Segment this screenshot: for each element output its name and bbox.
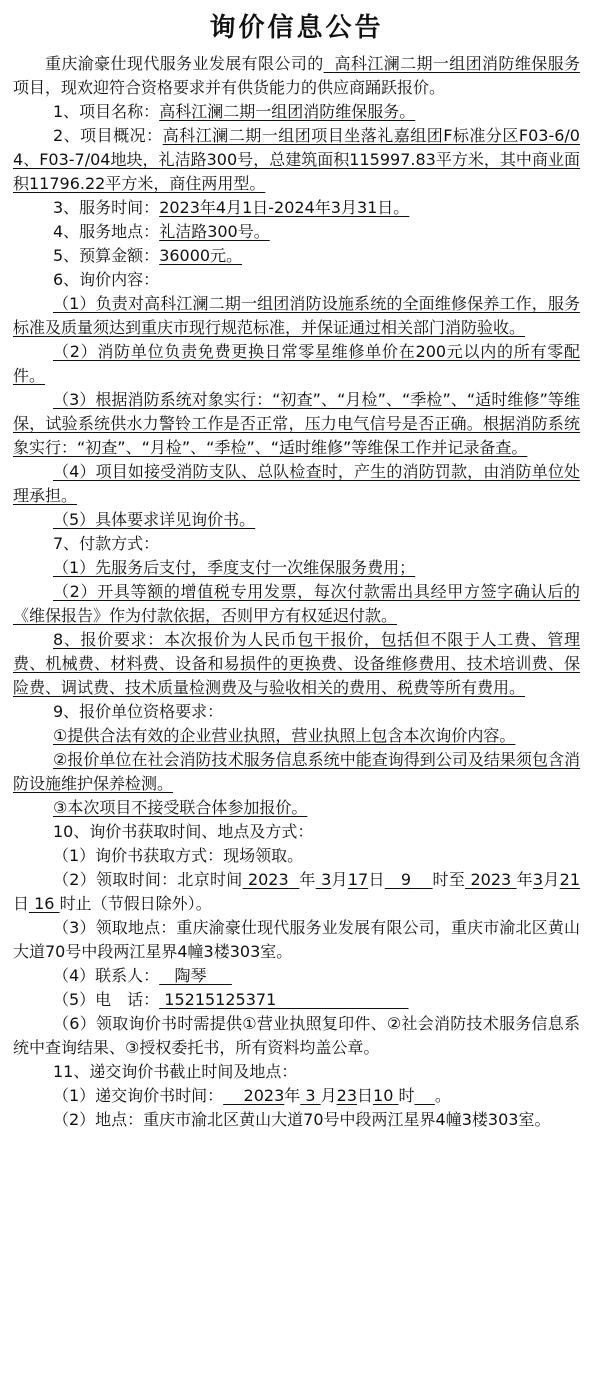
- item-service-time: 3、服务时间：2023年4月1日-2024年3月31日。: [53, 198, 410, 217]
- payment-item-1: （1）先服务后支付，季度支付一次维保服务费用；: [53, 558, 416, 577]
- content-item-5: （5）具体要求详见询价书。: [53, 510, 256, 529]
- content-item-3: （3）根据消防系统对象实行：“初查”、“月检”、“季检”、“适时维修”等维保，试验系统供水力警铃工作是否正常，压力电气信号是否正确。根据消防系统象实行：“初查”、“月检”、“季检”、“适时维修”等维保工作并记录备查。: [13, 390, 580, 457]
- item-project-name: 1、项目名称：高科江澜二期一组团消防维保服务。: [53, 102, 416, 121]
- item-content-label: 6、询价内容：: [53, 270, 160, 289]
- obtain-phone: （5）电 话： 15215125371: [53, 990, 277, 1009]
- content-item-2: （2）消防单位负责免费更换日常零星维修单价在200元以内的所有零配件。: [13, 342, 580, 385]
- qualification-item-2: ②报价单位在社会消防技术服务信息系统中能查询得到公司及结果须包含消防设施维护保养检测。: [13, 750, 580, 793]
- obtain-contact: （4）联系人： 陶琴: [53, 966, 207, 985]
- obtain-documents: （6）领取询价书时需提供①营业执照复印件、②社会消防技术服务信息系统中查询结果、③授权委托书，所有资料均盖公章。: [13, 1014, 580, 1057]
- item-service-place: 4、服务地点：礼洁路300号。: [53, 222, 270, 241]
- qualification-item-1: ①提供合法有效的企业营业执照，营业执照上包含本次询价内容。: [53, 726, 516, 745]
- obtain-place: （3）领取地点：重庆渝豪仕现代服务业发展有限公司，重庆市渝北区黄山大道70号中段两江星界4幢3楼303室。: [13, 918, 580, 961]
- payment-item-2: （2）开具等额的增值税专用发票，每次付款需出具经甲方签字确认后的《维保报告》作为付款依据，否则甲方有权延迟付款。: [13, 582, 580, 625]
- item-payment-label: 7、付款方式：: [53, 534, 160, 553]
- item-quote-requirements: 8、报价要求：本次报价为人民币包干报价，包括但不限于人工费、管理费、机械费、材料费、设备和易损件的更换费、设备维修费用、技术培训费、保险费、调试费、技术质量检测费及与验收相关的费用、税费等所有费用。: [13, 630, 580, 697]
- page-title: 询价信息公告: [209, 13, 384, 43]
- content-item-1: （1）负责对高科江澜二期一组团消防设施系统的全面维修保养工作，服务标准及质量须达到重庆市现行规范标准，并保证通过相关部门消防验收。: [13, 294, 580, 337]
- item-qualification-label: 9、报价单位资格要求：: [53, 702, 224, 721]
- intro-paragraph: [13, 52, 580, 100]
- intro-project: 高科江澜二期一组团消防维保服务: [334, 54, 580, 73]
- item-obtain-label: 10、询价书获取时间、地点及方式：: [53, 822, 314, 841]
- item-budget: 5、预算金额：36000元。: [53, 246, 243, 265]
- submit-place: （2）地点：重庆市渝北区黄山大道70号中段两江星界4幢3楼303室。: [53, 1110, 551, 1129]
- intro-prefix: 重庆渝豪仕现代服务业发展有限公司的: [45, 54, 324, 73]
- submit-time: （1）递交询价书时间： 2023年 3 月23日10 时 。: [53, 1086, 451, 1105]
- obtain-method: （1）询价书获取方式：现场领取。: [53, 846, 304, 865]
- item-project-overview: 2、项目概况：高科江澜二期一组团项目坐落礼嘉组团F标准分区F03-6/04、F03-7/04地块，礼洁路300号，总建筑面积115997.83平方米，其中商业面积11796.22平方米，商住两用型。: [13, 126, 580, 193]
- obtain-time: （2）领取时间：北京时间 2023 年 3月17日 9 时至 2023 年3月21日 16 时止（节假日除外）。: [13, 870, 580, 913]
- content-item-4: （4）项目如接受消防支队、总队检查时，产生的消防罚款，由消防单位处理承担。: [13, 462, 580, 505]
- item-submit-label: 11、递交询价书截止时间及地点：: [53, 1062, 298, 1081]
- qualification-item-3: ③本次项目不接受联合体参加报价。: [53, 798, 308, 817]
- intro-suffix: 项目，现欢迎符合资格要求并有供货能力的供应商踊跃报价。: [13, 78, 446, 97]
